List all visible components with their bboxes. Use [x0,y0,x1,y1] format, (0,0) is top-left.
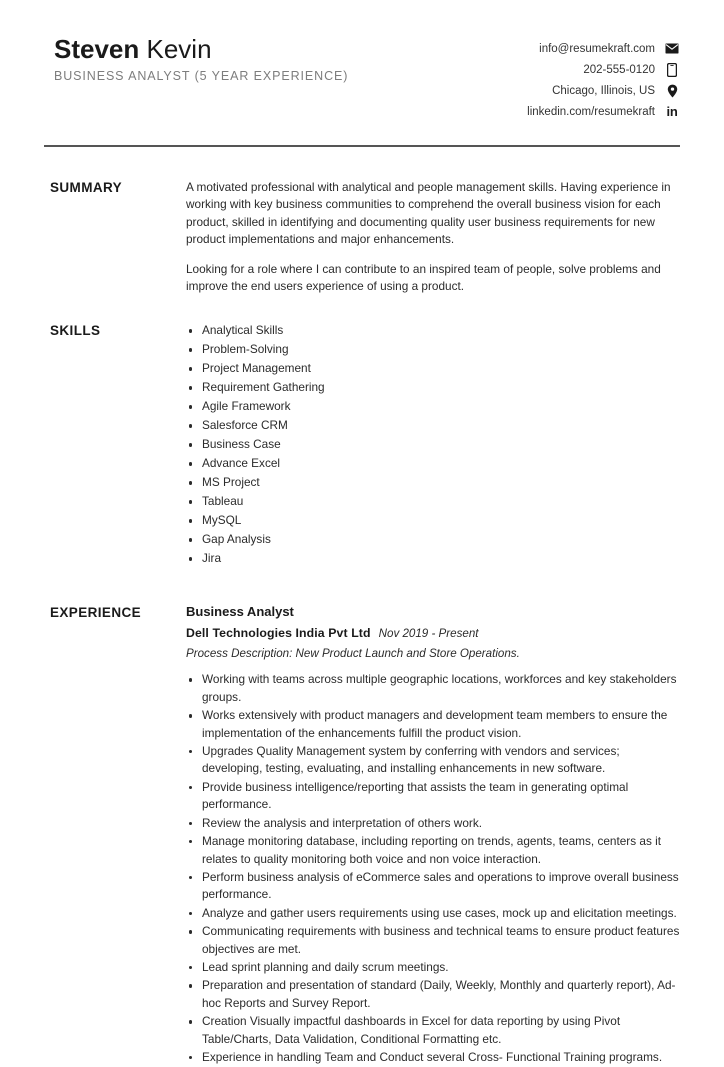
contact-item-email[interactable] [527,39,680,58]
list-item: Jira [186,550,680,567]
list-item: Perform business analysis of eCommerce sales and operations to improve overall business performance. [186,869,680,904]
skills-section-label: SKILLS [50,323,101,339]
experience-section-label: EXPERIENCE [50,605,142,621]
experience-section [44,603,680,1067]
candidate-job-title: BUSINESS ANALYST (5 YEAR EXPERIENCE) [54,69,349,83]
contact-location-text: Chicago, Illinois, US [552,84,655,97]
linkedin-icon-glyph: in [666,104,678,119]
list-item: Gap Analysis [186,531,680,548]
summary-paragraph: A motivated professional with analytical and people management skills. Having experience in working with key business communities to comprehend the overall business vision for each product, skilled in identifying and documenting quality user business requirements for new product implementations and major enhancements. [186,180,671,247]
summary-section [44,179,680,295]
experience-content [186,603,680,1067]
candidate-name [54,34,348,64]
resume-header [44,0,680,123]
list-item: Project Management [186,360,680,377]
list-item: Communicating requirements with business and technical teams to ensure product features objectives are met. [186,923,680,958]
list-item: MS Project [186,474,680,491]
list-item: Analyze and gather users requirements using use cases, mock up and elicitation meetings. [186,905,680,922]
list-item: Requirement Gathering [186,379,680,396]
contact-email-text: info@resumekraft.com [539,42,655,55]
list-item: Experience in handling Team and Conduct several Cross- Functional Training programs. [186,1049,680,1066]
list-item: Provide business intelligence/reporting that assists the team in generating optimal performance. [186,779,680,814]
summary-paragraph: Looking for a role where I can contribute to an inspired team of people, solve problems and improve the end users experience of using a product. [186,261,661,294]
contact-item-location[interactable] [527,81,680,100]
job-role-title: Business Analyst [186,604,294,620]
contact-linkedin-text: linkedin.com/resumekraft [527,105,655,118]
header-divider [44,145,680,147]
skills-section [44,322,680,569]
list-item: Problem-Solving [186,341,680,358]
phone-icon [664,63,680,77]
list-item: Analytical Skills [186,322,680,339]
list-item: Agile Framework [186,398,680,415]
first-name: Steven [54,34,140,64]
envelope-icon [664,43,680,54]
contact-block [527,34,680,123]
skills-content [186,322,680,569]
contact-item-phone[interactable] [527,60,680,79]
list-item: Upgrades Quality Management system by conferring with vendors and services; developing, testing, evaluating, and installing enhancements in new software. [186,743,680,778]
list-item: MySQL [186,512,680,529]
list-item: Salesforce CRM [186,417,680,434]
list-item: Manage monitoring database, including reporting on trends, agents, teams, centers as it relates to quality monitoring both voice and non voice interaction. [186,833,680,868]
list-item: Working with teams across multiple geographic locations, workforces and key stakeholders groups. [186,671,680,706]
identity-block [44,34,348,83]
list-item: Lead sprint planning and daily scrum meetings. [186,959,680,976]
job-company-line [186,624,680,642]
summary-section-label: SUMMARY [50,180,123,195]
contact-phone-text: 202-555-0120 [583,63,655,76]
last-name: Kevin [146,34,212,64]
job-process-description: Process Description: New Product Launch and Store Operations. [186,647,520,661]
skills-list [186,322,680,567]
contact-item-linkedin[interactable] [527,102,680,121]
job-date-range: Nov 2019 - Present [378,627,479,641]
list-item: Review the analysis and interpretation of others work. [186,815,680,832]
list-item: Business Case [186,436,680,453]
summary-content [186,179,680,295]
linkedin-icon [664,105,680,118]
job-company-name: Dell Technologies India Pvt Ltd [186,626,371,641]
list-item: Works extensively with product managers and development team members to ensure the implementation of the enhancements fulfill the product vision. [186,707,680,742]
list-item: Creation Visually impactful dashboards in Excel for data reporting by using Pivot Table/Charts, Data Validation, Conditional Formatting etc. [186,1013,680,1048]
list-item: Tableau [186,493,680,510]
list-item: Advance Excel [186,455,680,472]
experience-bullet-list [186,671,680,1066]
location-pin-icon [664,84,680,98]
list-item: Preparation and presentation of standard (Daily, Weekly, Monthly and quarterly report), Ad-hoc Reports and Survey Report. [186,977,680,1012]
